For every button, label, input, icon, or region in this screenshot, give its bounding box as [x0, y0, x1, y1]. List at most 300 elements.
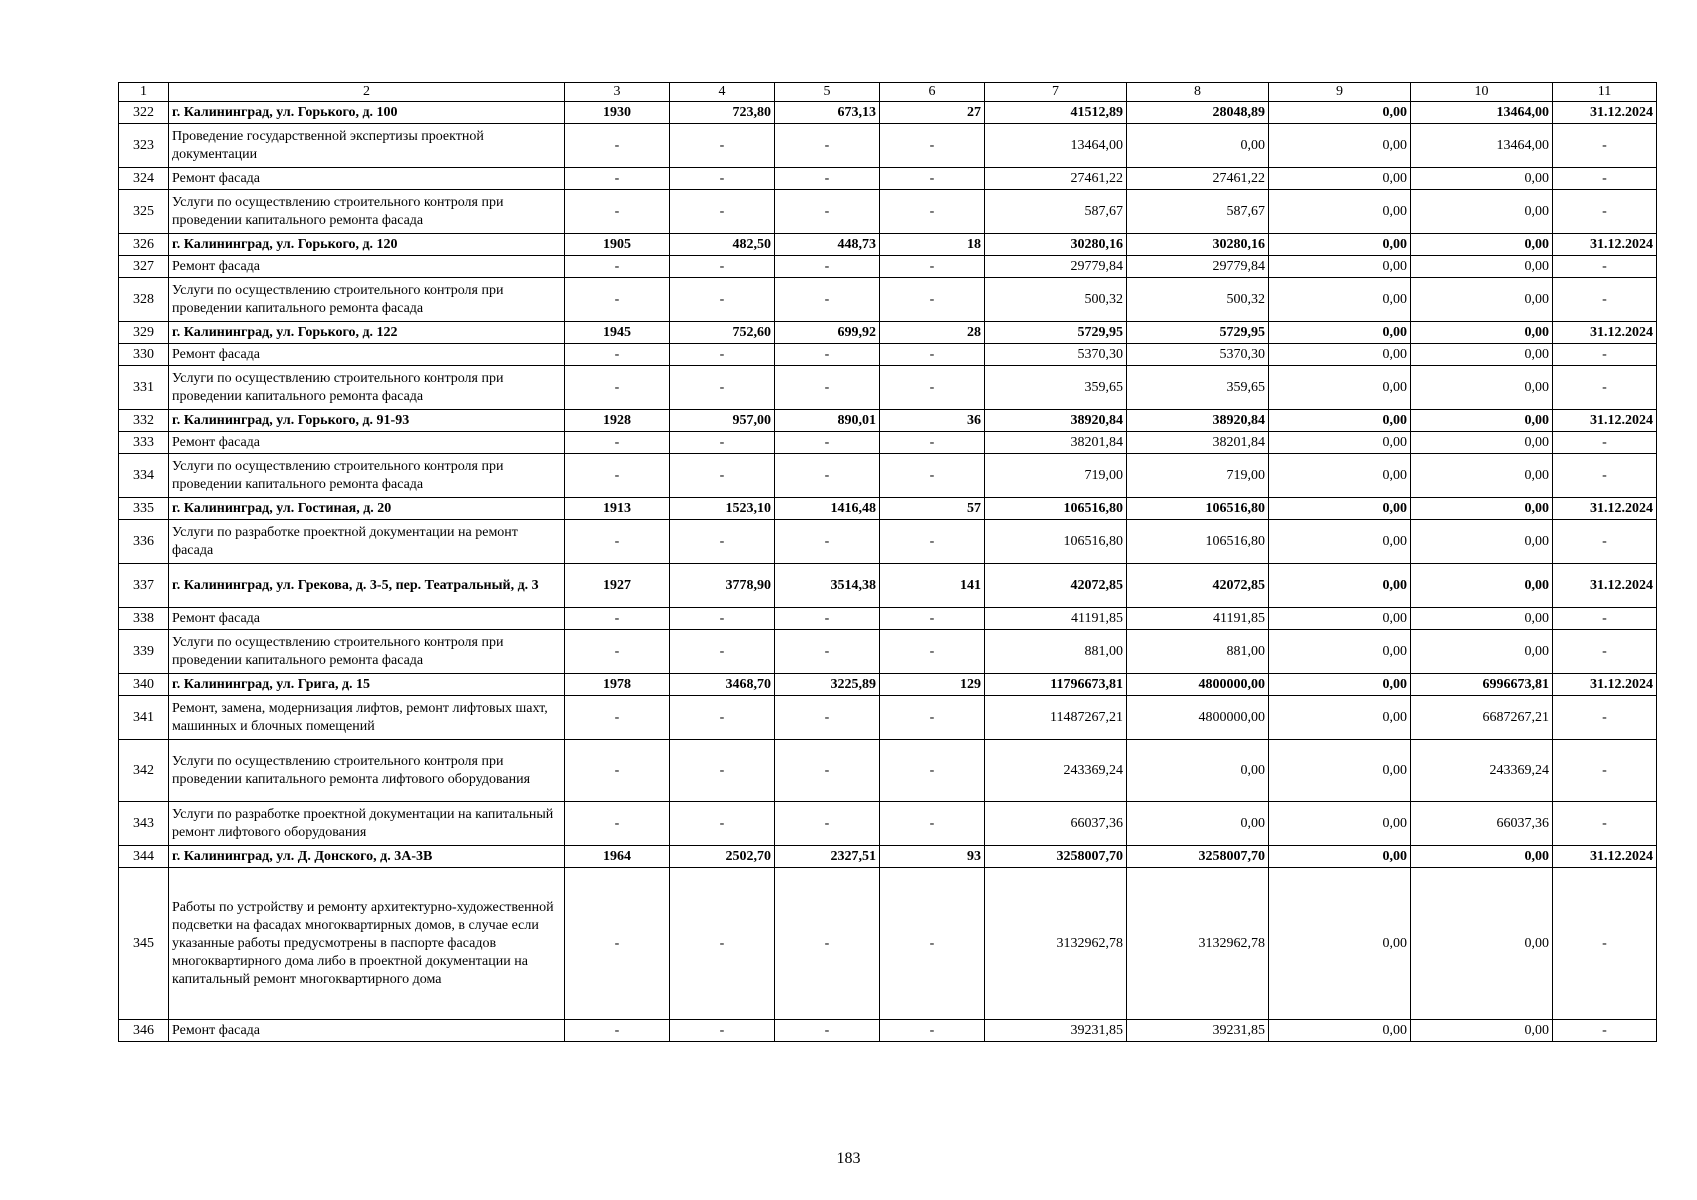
owners-cost-cell: 243369,24 [1411, 740, 1553, 802]
row-number-cell: 336 [119, 520, 169, 564]
total-area-cell: - [670, 124, 775, 168]
row-number-cell: 324 [119, 168, 169, 190]
work-row [119, 868, 1657, 1020]
description-cell: Услуги по осуществлению строительного контроля при проведении капитального ремонта фасада [169, 190, 565, 234]
total-area-cell: - [670, 868, 775, 1020]
budget-cost-cell: 0,00 [1269, 278, 1411, 322]
owners-cost-cell: 0,00 [1411, 256, 1553, 278]
total-cost-cell: 5729,95 [985, 322, 1127, 344]
address-row [119, 498, 1657, 520]
deadline-cell: - [1553, 802, 1657, 846]
living-area-cell: - [775, 344, 880, 366]
total-cost-cell: 106516,80 [985, 520, 1127, 564]
deadline-cell: 31.12.2024 [1553, 102, 1657, 124]
header-cell: 9 [1269, 83, 1411, 102]
owners-cost-cell: 0,00 [1411, 564, 1553, 608]
address-row [119, 564, 1657, 608]
budget-cost-cell: 0,00 [1269, 432, 1411, 454]
description-cell: г. Калининград, ул. Горького, д. 120 [169, 234, 565, 256]
owners-cost-cell: 0,00 [1411, 344, 1553, 366]
residents-cell: - [880, 740, 985, 802]
fund-cost-cell: 38201,84 [1127, 432, 1269, 454]
row-number-cell: 338 [119, 608, 169, 630]
living-area-cell: - [775, 868, 880, 1020]
year-cell: - [565, 344, 670, 366]
row-number-cell: 346 [119, 1020, 169, 1042]
row-number-cell: 342 [119, 740, 169, 802]
owners-cost-cell: 0,00 [1411, 432, 1553, 454]
budget-cost-cell: 0,00 [1269, 256, 1411, 278]
fund-cost-cell: 29779,84 [1127, 256, 1269, 278]
total-area-cell: 3468,70 [670, 674, 775, 696]
header-cell: 7 [985, 83, 1127, 102]
row-number-cell: 344 [119, 846, 169, 868]
total-cost-cell: 29779,84 [985, 256, 1127, 278]
row-number-cell: 334 [119, 454, 169, 498]
living-area-cell: - [775, 454, 880, 498]
deadline-cell: - [1553, 696, 1657, 740]
deadline-cell: - [1553, 366, 1657, 410]
row-number-cell: 332 [119, 410, 169, 432]
total-cost-cell: 500,32 [985, 278, 1127, 322]
work-row [119, 454, 1657, 498]
column-number-header-row [119, 83, 1657, 102]
total-cost-cell: 243369,24 [985, 740, 1127, 802]
budget-cost-cell: 0,00 [1269, 1020, 1411, 1042]
total-area-cell: - [670, 432, 775, 454]
owners-cost-cell: 0,00 [1411, 168, 1553, 190]
work-row [119, 278, 1657, 322]
residents-cell: - [880, 608, 985, 630]
row-number-cell: 325 [119, 190, 169, 234]
year-cell: - [565, 740, 670, 802]
deadline-cell: - [1553, 190, 1657, 234]
deadline-cell: - [1553, 520, 1657, 564]
fund-cost-cell: 38920,84 [1127, 410, 1269, 432]
description-cell: Ремонт фасада [169, 344, 565, 366]
deadline-cell: 31.12.2024 [1553, 234, 1657, 256]
page-number: 183 [836, 1150, 861, 1167]
residents-cell: 93 [880, 846, 985, 868]
header-cell: 6 [880, 83, 985, 102]
living-area-cell: - [775, 168, 880, 190]
total-area-cell: - [670, 256, 775, 278]
living-area-cell: - [775, 630, 880, 674]
deadline-cell: - [1553, 124, 1657, 168]
owners-cost-cell: 0,00 [1411, 608, 1553, 630]
total-cost-cell: 11796673,81 [985, 674, 1127, 696]
residents-cell: - [880, 1020, 985, 1042]
living-area-cell: 890,01 [775, 410, 880, 432]
total-cost-cell: 38201,84 [985, 432, 1127, 454]
fund-cost-cell: 0,00 [1127, 740, 1269, 802]
budget-cost-cell: 0,00 [1269, 868, 1411, 1020]
living-area-cell: - [775, 278, 880, 322]
total-area-cell: - [670, 696, 775, 740]
header-cell: 3 [565, 83, 670, 102]
row-number-cell: 323 [119, 124, 169, 168]
work-row [119, 740, 1657, 802]
description-cell: Услуги по осуществлению строительного контроля при проведении капитального ремонта фасада [169, 278, 565, 322]
year-cell: - [565, 366, 670, 410]
year-cell: - [565, 520, 670, 564]
description-cell: г. Калининград, ул. Д. Донского, д. 3А-3В [169, 846, 565, 868]
owners-cost-cell: 0,00 [1411, 1020, 1553, 1042]
work-row [119, 432, 1657, 454]
year-cell: - [565, 432, 670, 454]
total-cost-cell: 38920,84 [985, 410, 1127, 432]
total-cost-cell: 42072,85 [985, 564, 1127, 608]
header-cell: 4 [670, 83, 775, 102]
budget-cost-cell: 0,00 [1269, 190, 1411, 234]
total-area-cell: 752,60 [670, 322, 775, 344]
budget-cost-cell: 0,00 [1269, 454, 1411, 498]
address-row [119, 322, 1657, 344]
total-cost-cell: 27461,22 [985, 168, 1127, 190]
work-row [119, 124, 1657, 168]
address-row [119, 674, 1657, 696]
total-area-cell: 2502,70 [670, 846, 775, 868]
row-number-cell: 339 [119, 630, 169, 674]
owners-cost-cell: 0,00 [1411, 520, 1553, 564]
living-area-cell: 3514,38 [775, 564, 880, 608]
year-cell: 1927 [565, 564, 670, 608]
total-cost-cell: 66037,36 [985, 802, 1127, 846]
owners-cost-cell: 0,00 [1411, 234, 1553, 256]
year-cell: - [565, 278, 670, 322]
header-cell: 10 [1411, 83, 1553, 102]
deadline-cell: 31.12.2024 [1553, 498, 1657, 520]
description-cell: г. Калининград, ул. Горького, д. 91-93 [169, 410, 565, 432]
residents-cell: - [880, 630, 985, 674]
living-area-cell: - [775, 432, 880, 454]
budget-cost-cell: 0,00 [1269, 608, 1411, 630]
deadline-cell: 31.12.2024 [1553, 674, 1657, 696]
fund-cost-cell: 41191,85 [1127, 608, 1269, 630]
description-cell: г. Калининград, ул. Горького, д. 100 [169, 102, 565, 124]
row-number-cell: 330 [119, 344, 169, 366]
total-area-cell: - [670, 802, 775, 846]
deadline-cell: - [1553, 608, 1657, 630]
residents-cell: 28 [880, 322, 985, 344]
budget-cost-cell: 0,00 [1269, 630, 1411, 674]
total-cost-cell: 106516,80 [985, 498, 1127, 520]
total-area-cell: - [670, 168, 775, 190]
owners-cost-cell: 0,00 [1411, 868, 1553, 1020]
fund-cost-cell: 39231,85 [1127, 1020, 1269, 1042]
living-area-cell: - [775, 608, 880, 630]
budget-cost-cell: 0,00 [1269, 234, 1411, 256]
row-number-cell: 327 [119, 256, 169, 278]
total-area-cell: - [670, 520, 775, 564]
row-number-cell: 331 [119, 366, 169, 410]
total-cost-cell: 719,00 [985, 454, 1127, 498]
year-cell: - [565, 190, 670, 234]
description-cell: г. Калининград, ул. Горького, д. 122 [169, 322, 565, 344]
living-area-cell: 1416,48 [775, 498, 880, 520]
budget-cost-cell: 0,00 [1269, 740, 1411, 802]
owners-cost-cell: 13464,00 [1411, 102, 1553, 124]
work-row [119, 1020, 1657, 1042]
total-cost-cell: 881,00 [985, 630, 1127, 674]
residents-cell: 141 [880, 564, 985, 608]
budget-cost-cell: 0,00 [1269, 410, 1411, 432]
fund-cost-cell: 0,00 [1127, 124, 1269, 168]
work-row [119, 168, 1657, 190]
living-area-cell: - [775, 740, 880, 802]
total-cost-cell: 3132962,78 [985, 868, 1127, 1020]
budget-cost-cell: 0,00 [1269, 846, 1411, 868]
row-number-cell: 341 [119, 696, 169, 740]
total-cost-cell: 41512,89 [985, 102, 1127, 124]
living-area-cell: - [775, 696, 880, 740]
fund-cost-cell: 28048,89 [1127, 102, 1269, 124]
fund-cost-cell: 587,67 [1127, 190, 1269, 234]
description-cell: Услуги по осуществлению строительного контроля при проведении капитального ремонта фасада [169, 454, 565, 498]
repair-register-table [118, 82, 1657, 1042]
budget-cost-cell: 0,00 [1269, 344, 1411, 366]
year-cell: 1913 [565, 498, 670, 520]
deadline-cell: - [1553, 454, 1657, 498]
deadline-cell: 31.12.2024 [1553, 322, 1657, 344]
fund-cost-cell: 4800000,00 [1127, 674, 1269, 696]
living-area-cell: 448,73 [775, 234, 880, 256]
description-cell: Ремонт, замена, модернизация лифтов, ремонт лифтовых шахт, машинных и блочных помещений [169, 696, 565, 740]
budget-cost-cell: 0,00 [1269, 696, 1411, 740]
fund-cost-cell: 719,00 [1127, 454, 1269, 498]
budget-cost-cell: 0,00 [1269, 366, 1411, 410]
total-cost-cell: 39231,85 [985, 1020, 1127, 1042]
year-cell: - [565, 868, 670, 1020]
row-number-cell: 326 [119, 234, 169, 256]
fund-cost-cell: 5729,95 [1127, 322, 1269, 344]
work-row [119, 366, 1657, 410]
residents-cell: - [880, 802, 985, 846]
deadline-cell: 31.12.2024 [1553, 564, 1657, 608]
fund-cost-cell: 30280,16 [1127, 234, 1269, 256]
fund-cost-cell: 0,00 [1127, 802, 1269, 846]
year-cell: - [565, 454, 670, 498]
owners-cost-cell: 0,00 [1411, 630, 1553, 674]
fund-cost-cell: 27461,22 [1127, 168, 1269, 190]
row-number-cell: 333 [119, 432, 169, 454]
owners-cost-cell: 13464,00 [1411, 124, 1553, 168]
total-area-cell: - [670, 278, 775, 322]
total-area-cell: 3778,90 [670, 564, 775, 608]
deadline-cell: - [1553, 278, 1657, 322]
description-cell: г. Калининград, ул. Грига, д. 15 [169, 674, 565, 696]
living-area-cell: 2327,51 [775, 846, 880, 868]
total-cost-cell: 41191,85 [985, 608, 1127, 630]
deadline-cell: - [1553, 256, 1657, 278]
work-row [119, 344, 1657, 366]
total-area-cell: - [670, 190, 775, 234]
living-area-cell: 699,92 [775, 322, 880, 344]
header-cell: 8 [1127, 83, 1269, 102]
budget-cost-cell: 0,00 [1269, 674, 1411, 696]
residents-cell: - [880, 168, 985, 190]
work-row [119, 802, 1657, 846]
fund-cost-cell: 3132962,78 [1127, 868, 1269, 1020]
year-cell: 1905 [565, 234, 670, 256]
work-row [119, 520, 1657, 564]
residents-cell: 57 [880, 498, 985, 520]
description-cell: г. Калининград, ул. Гостиная, д. 20 [169, 498, 565, 520]
description-cell: Проведение государственной экспертизы проектной документации [169, 124, 565, 168]
residents-cell: - [880, 278, 985, 322]
owners-cost-cell: 0,00 [1411, 190, 1553, 234]
residents-cell: - [880, 454, 985, 498]
row-number-cell: 340 [119, 674, 169, 696]
header-cell: 11 [1553, 83, 1657, 102]
description-cell: Ремонт фасада [169, 432, 565, 454]
owners-cost-cell: 6687267,21 [1411, 696, 1553, 740]
description-cell: Ремонт фасада [169, 1020, 565, 1042]
fund-cost-cell: 5370,30 [1127, 344, 1269, 366]
budget-cost-cell: 0,00 [1269, 802, 1411, 846]
deadline-cell: - [1553, 868, 1657, 1020]
deadline-cell: - [1553, 740, 1657, 802]
year-cell: - [565, 696, 670, 740]
address-row [119, 234, 1657, 256]
residents-cell: - [880, 696, 985, 740]
row-number-cell: 337 [119, 564, 169, 608]
residents-cell: - [880, 190, 985, 234]
year-cell: - [565, 256, 670, 278]
fund-cost-cell: 106516,80 [1127, 498, 1269, 520]
year-cell: 1930 [565, 102, 670, 124]
total-area-cell: 1523,10 [670, 498, 775, 520]
description-cell: Услуги по осуществлению строительного контроля при проведении капитального ремонта лифтового оборудования [169, 740, 565, 802]
work-row [119, 190, 1657, 234]
residents-cell: 18 [880, 234, 985, 256]
fund-cost-cell: 881,00 [1127, 630, 1269, 674]
description-cell: Услуги по осуществлению строительного контроля при проведении капитального ремонта фасада [169, 630, 565, 674]
header-cell: 2 [169, 83, 565, 102]
living-area-cell: - [775, 190, 880, 234]
year-cell: 1978 [565, 674, 670, 696]
row-number-cell: 343 [119, 802, 169, 846]
total-area-cell: - [670, 630, 775, 674]
living-area-cell: - [775, 1020, 880, 1042]
description-cell: г. Калининград, ул. Грекова, д. 3-5, пер. Театральный, д. 3 [169, 564, 565, 608]
address-row [119, 846, 1657, 868]
header-cell: 1 [119, 83, 169, 102]
fund-cost-cell: 106516,80 [1127, 520, 1269, 564]
description-cell: Ремонт фасада [169, 256, 565, 278]
residents-cell: - [880, 520, 985, 564]
deadline-cell: - [1553, 344, 1657, 366]
residents-cell: - [880, 868, 985, 1020]
total-cost-cell: 11487267,21 [985, 696, 1127, 740]
total-area-cell: 723,80 [670, 102, 775, 124]
fund-cost-cell: 359,65 [1127, 366, 1269, 410]
residents-cell: 129 [880, 674, 985, 696]
year-cell: 1945 [565, 322, 670, 344]
total-area-cell: - [670, 1020, 775, 1042]
description-cell: Услуги по разработке проектной документации на ремонт фасада [169, 520, 565, 564]
owners-cost-cell: 0,00 [1411, 278, 1553, 322]
address-row [119, 410, 1657, 432]
work-row [119, 696, 1657, 740]
description-cell: Услуги по разработке проектной документации на капитальный ремонт лифтового оборудования [169, 802, 565, 846]
year-cell: - [565, 630, 670, 674]
year-cell: - [565, 124, 670, 168]
year-cell: - [565, 1020, 670, 1042]
residents-cell: - [880, 432, 985, 454]
total-area-cell: - [670, 454, 775, 498]
year-cell: - [565, 168, 670, 190]
living-area-cell: - [775, 256, 880, 278]
header-cell: 5 [775, 83, 880, 102]
owners-cost-cell: 0,00 [1411, 498, 1553, 520]
total-area-cell: - [670, 366, 775, 410]
work-row [119, 630, 1657, 674]
total-cost-cell: 3258007,70 [985, 846, 1127, 868]
budget-cost-cell: 0,00 [1269, 564, 1411, 608]
description-cell: Работы по устройству и ремонту архитектурно-художественной подсветки на фасадах многоквартирных домов, в случае если указанные работы предусмотрены в паспорте фасадов многоквартирного дома либо в проектной документации на капитальный ремонт многоквартирного дома [169, 868, 565, 1020]
residents-cell: 27 [880, 102, 985, 124]
total-area-cell: - [670, 608, 775, 630]
deadline-cell: - [1553, 630, 1657, 674]
owners-cost-cell: 0,00 [1411, 410, 1553, 432]
year-cell: - [565, 802, 670, 846]
living-area-cell: 673,13 [775, 102, 880, 124]
row-number-cell: 328 [119, 278, 169, 322]
living-area-cell: - [775, 124, 880, 168]
living-area-cell: - [775, 366, 880, 410]
year-cell: - [565, 608, 670, 630]
fund-cost-cell: 42072,85 [1127, 564, 1269, 608]
owners-cost-cell: 6996673,81 [1411, 674, 1553, 696]
total-cost-cell: 30280,16 [985, 234, 1127, 256]
residents-cell: - [880, 344, 985, 366]
description-cell: Ремонт фасада [169, 168, 565, 190]
budget-cost-cell: 0,00 [1269, 168, 1411, 190]
residents-cell: 36 [880, 410, 985, 432]
deadline-cell: - [1553, 432, 1657, 454]
living-area-cell: 3225,89 [775, 674, 880, 696]
owners-cost-cell: 0,00 [1411, 846, 1553, 868]
owners-cost-cell: 0,00 [1411, 454, 1553, 498]
table-body [119, 83, 1657, 1042]
budget-cost-cell: 0,00 [1269, 498, 1411, 520]
deadline-cell: 31.12.2024 [1553, 846, 1657, 868]
budget-cost-cell: 0,00 [1269, 102, 1411, 124]
year-cell: 1964 [565, 846, 670, 868]
residents-cell: - [880, 124, 985, 168]
document-sheet [118, 82, 1656, 1042]
total-cost-cell: 587,67 [985, 190, 1127, 234]
budget-cost-cell: 0,00 [1269, 124, 1411, 168]
description-cell: Услуги по осуществлению строительного контроля при проведении капитального ремонта фасада [169, 366, 565, 410]
row-number-cell: 335 [119, 498, 169, 520]
total-area-cell: - [670, 740, 775, 802]
total-cost-cell: 13464,00 [985, 124, 1127, 168]
row-number-cell: 329 [119, 322, 169, 344]
residents-cell: - [880, 256, 985, 278]
living-area-cell: - [775, 520, 880, 564]
work-row [119, 608, 1657, 630]
budget-cost-cell: 0,00 [1269, 520, 1411, 564]
owners-cost-cell: 0,00 [1411, 366, 1553, 410]
total-area-cell: - [670, 344, 775, 366]
deadline-cell: - [1553, 168, 1657, 190]
owners-cost-cell: 66037,36 [1411, 802, 1553, 846]
year-cell: 1928 [565, 410, 670, 432]
fund-cost-cell: 4800000,00 [1127, 696, 1269, 740]
row-number-cell: 345 [119, 868, 169, 1020]
